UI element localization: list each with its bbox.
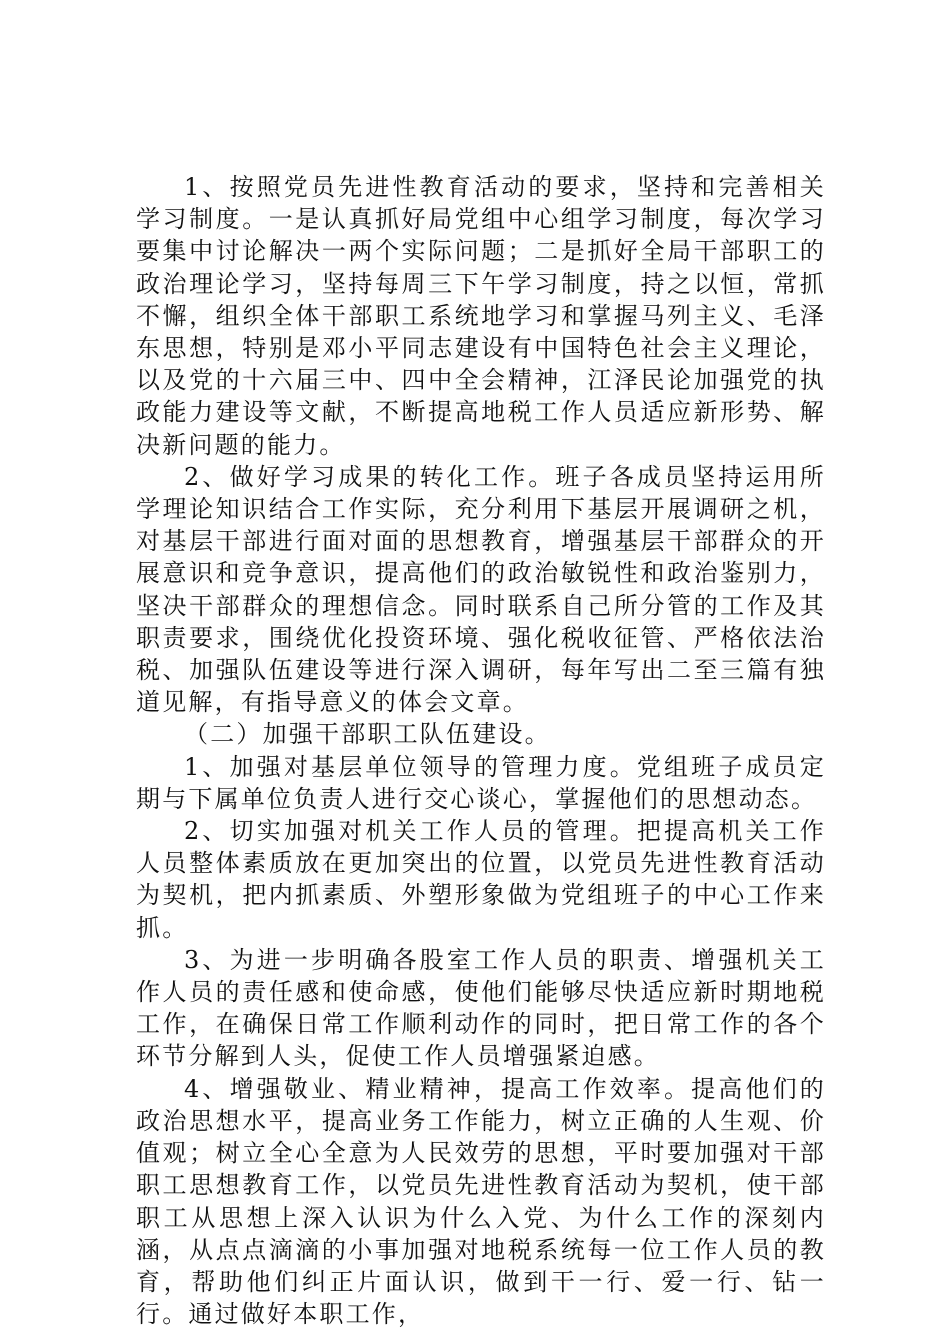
paragraph-responsibilities: 3、为进一步明确各股室工作人员的职责、增强机关工作人员的责任感和使命感，使他们能够尽快适应新时期地税工作，在确保日常工作顺利动作的同时，把日常工作的各个环节分解到人头，促使工作人员增强紧迫感。 [136, 945, 826, 1071]
paragraph-office-staff: 2、切实加强对机关工作人员的管理。把提高机关工作人员整体素质放在更加突出的位置，以党员先进性教育活动为契机，把内抓素质、外塑形象做为党组班子的中心工作来抓。 [136, 817, 826, 942]
paragraph-dedication: 4、增强敬业、精业精神，提高工作效率。提高他们的政治思想水平，提高业务工作能力，树立正确的人生观、价值观；树立全心全意为人民效劳的思想，平时要加强对干部职工思想教育工作，以党员先进性教育活动为契机，使干部职工从思想上深入认识为什么入党、为什么工作的深刻内涵，从点点滴滴的小事加强对地税系统每一位工作人员的教育，帮助他们纠正片面认识，做到干一行、爱一行、钻一行。通过做好本职工作， [136, 1074, 826, 1329]
paragraph-study-system: 1、按照党员先进性教育活动的要求，坚持和完善相关学习制度。一是认真抓好局党组中心组学习制度，每次学习要集中讨论解决一两个实际问题；二是抓好全局干部职工的政治理论学习，坚持每周三下午学习制度，持之以恒，常抓不懈，组织全体干部职工系统地学习和掌握马列主义、毛泽东思想，特别是邓小平同志建设有中国特色社会主义理论，以及党的十六届三中、四中全会精神，江泽民论加强党的执政能力建设等文献，不断提高地税工作人员适应新形势、解决新问题的能力。 [136, 173, 826, 459]
document-body [136, 171, 826, 1330]
paragraph-grassroots-leaders: 1、加强对基层单位领导的管理力度。党组班子成员定期与下属单位负责人进行交心谈心，掌握他们的思想动态。 [136, 752, 826, 813]
section-heading-team-building: （二）加强干部职工队伍建设。 [184, 720, 551, 749]
paragraph-study-results: 2、做好学习成果的转化工作。班子各成员坚持运用所学理论知识结合工作实际，充分利用下基层开展调研之机，对基层干部进行面对面的思想教育，增强基层干部群众的开展意识和竞争意识，提高他们的政治敏锐性和政治鉴别力，坚决干部群众的理想信念。同时联系自己所分管的工作及其职责要求，围绕优化投资环境、强化税收征管、严格依法治税、加强队伍建设等进行深入调研，每年写出二至三篇有独道见解，有指导意义的体会文章。 [136, 462, 826, 717]
